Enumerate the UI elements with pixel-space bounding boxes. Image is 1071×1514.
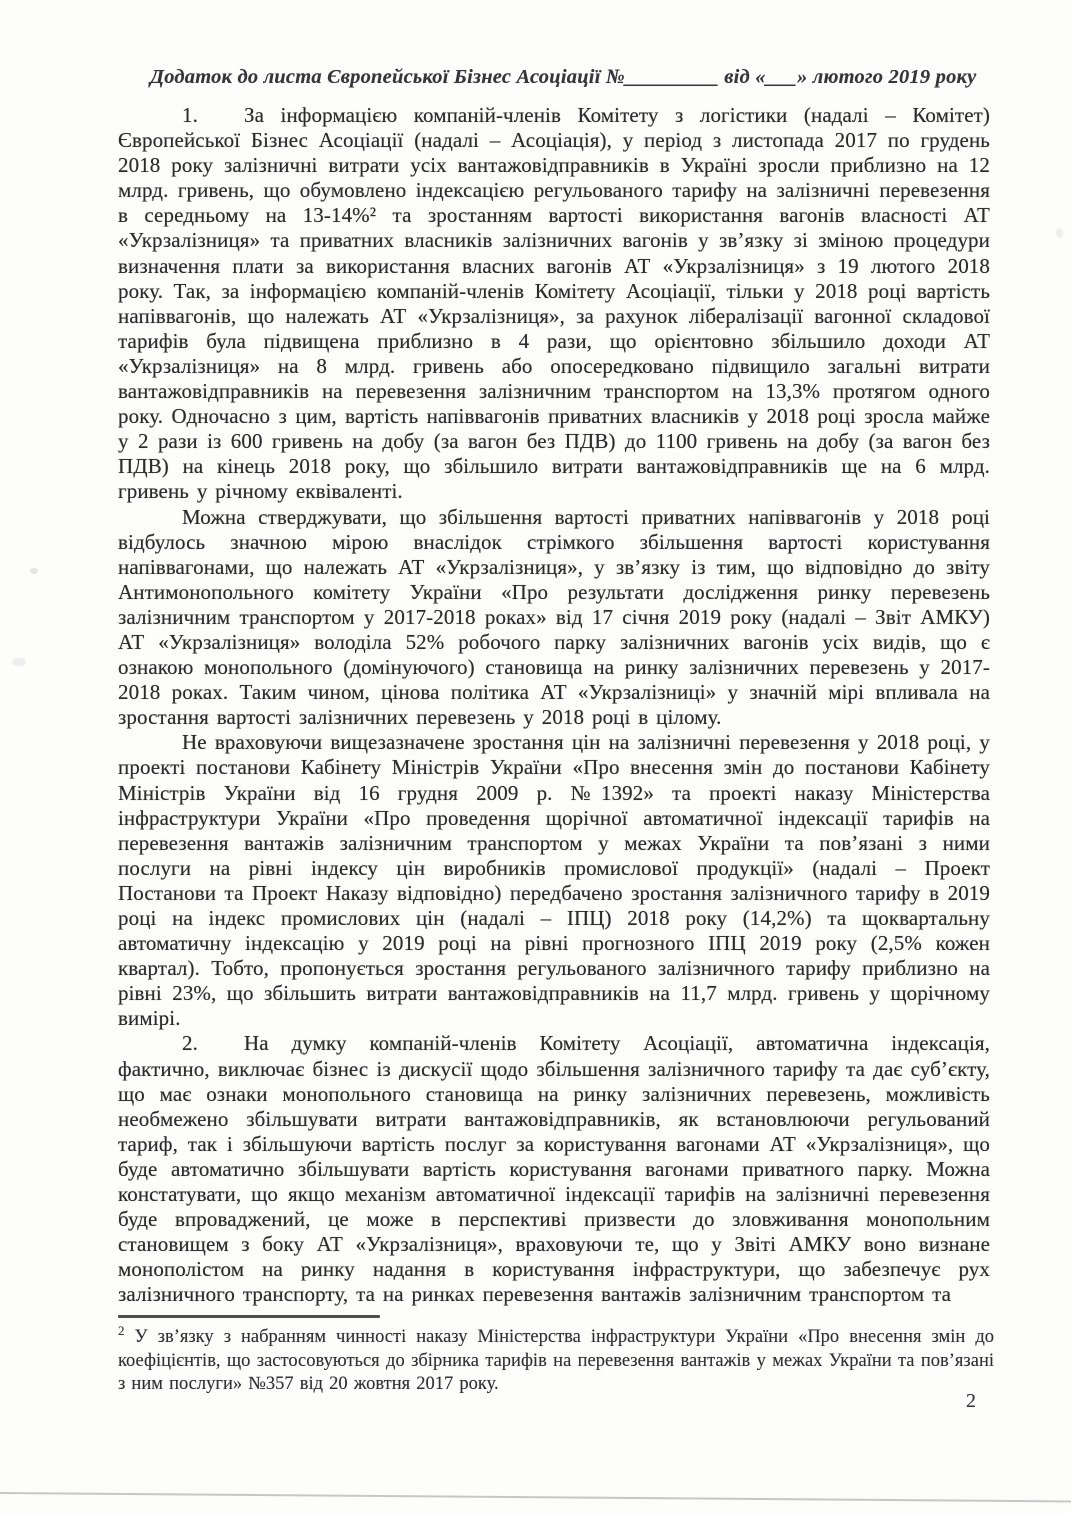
footnote-separator <box>118 1315 380 1318</box>
paragraph-2 <box>118 505 990 731</box>
paragraph-3-text: Не враховуючи вищезазначене зростання цін на залізничні перевезення у 2018 році, у проекті постанови Кабінету Міністрів України «Про внесення змін до постанови Кабінету Міністрів України від 16 грудня 2009 р. №1392» та проекті наказу Міністерства інфраструктури України «Про проведення щорічної автоматичної індексації тарифів на перевезення вантажів залізничним транспортом у межах України та пов’язані з ними послуги на рівні індексу цін виробників промислової продукції» (надалі – Проект Постанови та Проект Наказу відповідно) передбачено зростання залізничного тарифу в 2019 році на індекс промислових цін (надалі – ІПЦ) 2018 року (14,2%) та щоквартальну автоматичну індексацію у 2019 році на рівні прогнозного ІПЦ 2019 року (2,5% кожен квартал). Тобто, пропонується зростання регульованого залізничного тарифу приблизно на рівні 23%, що збільшить витрати вантажовідправників на 11,7 млрд. гривень у щорічному вимірі. <box>118 730 990 1031</box>
paragraph-2-text: Можна стверджувати, що збільшення вартості приватних напіввагонів у 2018 році відбулось значною мірою внаслідок стрімкого збільшення вартості користування напіввагонами, що належать АТ «Укрзалізниця», у зв’язку із тим, що відповідно до звіту Антимонопольного комітету України «Про результати дослідження ринку перевезень залізничним транспортом у 2017-2018 роках» від 17 січня 2019 року (надалі – Звіт АМКУ) АТ «Укрзалізниця» володіла 52% робочого парку залізничних вагонів усіх видів, що є ознакою монопольного (домінуючого) становища на ринку залізничних перевезень у 2017-2018 роках. Таким чином, цінова політика АТ «Укрзалізниці» у значній мірі впливала на зростання вартості залізничних перевезень у 2018 році в цілому. <box>118 504 990 730</box>
footnote <box>118 1322 994 1397</box>
scan-artifact <box>30 568 38 574</box>
scan-artifact <box>1056 228 1063 238</box>
paragraph-4 <box>118 1031 990 1307</box>
scan-artifact <box>12 658 26 666</box>
paragraph-3 <box>118 730 990 1031</box>
footnote-marker: 2 <box>118 1322 125 1338</box>
paragraph-4-text: На думку компаній-членів Комітету Асоціації, автоматична індексація, фактично, виключає бізнес із дискусії щодо збільшення залізничного тарифу та дає суб’єкту, що має ознаки монопольного становища на ринку залізничних перевезень, можливість необмежено збільшувати витрати вантажовідправників, як встановлюючи регульований тариф, так і збільшуючи вартість послуг за користування вагонами АТ «Укрзалізниця», що буде автоматично збільшувати вартість користування вагонами приватного парку. Можна констатувати, що якщо механізм автоматичної індексації тарифів на залізничні перевезення буде впроваджений, це може в перспективі призвести до зловживання монопольним становищем з боку АТ «Укрзалізниця», враховуючи те, що у Звіті АМКУ воно визнане монополістом на ринку надання в користування інфраструктури, що забезпечує рух залізничного транспорту, та на ринках перевезення вантажів залізничним транспортом та <box>118 1031 990 1307</box>
paragraph-4-number: 2. <box>182 1031 198 1056</box>
paragraph-1 <box>118 103 990 505</box>
paragraph-1-text: За інформацією компаній-членів Комітету з логістики (надалі – Комітет) Європейської Бізнес Асоціації (надалі – Асоціація), у період з листопада 2017 по грудень 2018 року залізничні витрати усіх вантажовідправників в Україні зросли приблизно на 12 млрд. гривень, що обумовлено індексацією регульованого тарифу на залізничні перевезення в середньому на 13-14%² та зростанням вартості використання вагонів власності АТ «Укрзалізниця» та приватних власників залізничних вагонів у зв’язку зі зміною процедури визначення плати за використання власних вагонів АТ «Укрзалізниця» з 19 лютого 2018 року. Так, за інформацією компаній-членів Комітету Асоціації, тільки у 2018 році вартість напіввагонів, що належать АТ «Укрзалізниця», за рахунок лібералізації вагонної складової тарифів була підвищена приблизно в 4 рази, що орієнтовно збільшило доходи АТ «Укрзалізниця» на 8 млрд. гривень або опосередковано підвищило загальні витрати вантажовідправників на перевезення залізничним транспортом на 13,3% протягом одного року. Одночасно з цим, вартість напіввагонів приватних власників у 2018 році зросла майже у 2 рази із 600 гривень на добу (за вагон без ПДВ) до 1100 гривень на добу (за вагон без ПДВ) на кінець 2018 року, що збільшило витрати вантажовідправників ще на 6 млрд. гривень у річному еквіваленті. <box>118 103 990 504</box>
paper-bottom-edge <box>0 1492 1071 1503</box>
document-header: Додаток до листа Європейської Бізнес Асоціації №_________ від «___» лютого 2019 року <box>150 66 977 88</box>
paragraph-1-number: 1. <box>182 103 198 127</box>
document-body <box>118 103 990 1308</box>
footnote-text: У зв’язку з набранням чинності наказу Міністерства інфраструктури України «Про внесення змін до коефіцієнтів, що застосовуються до збірника тарифів на перевезення вантажів у межах України та пов’язані з ним послуги» №357 від 20 жовтня 2017 року. <box>118 1327 994 1394</box>
page-number: 2 <box>966 1390 976 1412</box>
